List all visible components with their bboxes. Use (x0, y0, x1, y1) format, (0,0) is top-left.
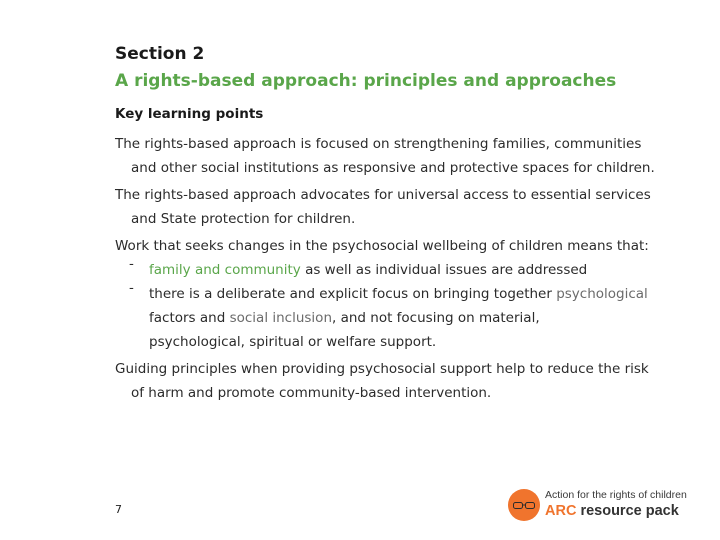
sub-point-2-highlight-1: psychological (556, 286, 648, 302)
point-4-line-1: Guiding principles when providing psychosocial support help to reduce the risk (115, 361, 649, 377)
point-4-line-2: of harm and promote community-based intervention. (131, 385, 492, 401)
point-2-line-2: and State protection for children. (131, 211, 356, 227)
section-title: A rights-based approach: principles and approaches (115, 71, 617, 91)
sub-point-2-highlight-2: social inclusion (229, 310, 332, 326)
sub-point-2-dash: - (129, 280, 134, 296)
logo-arc: ARC (545, 503, 577, 519)
sub-point-2-line-2-pre: factors and (149, 310, 230, 326)
section-label: Section 2 (115, 44, 205, 64)
point-1-line-2: and other social institutions as responsive and protective spaces for children. (131, 160, 655, 176)
logo-face-icon (513, 502, 535, 509)
page-number: 7 (115, 503, 122, 516)
point-3-line-1: Work that seeks changes in the psychosocial wellbeing of children means that: (115, 238, 649, 254)
sub-point-2-line-3: psychological, spiritual or welfare support. (149, 334, 437, 350)
key-learning-points-heading: Key learning points (115, 106, 264, 122)
sub-point-2-pre: there is a deliberate and explicit focus on bringing together (149, 286, 557, 302)
sub-point-1 (149, 258, 587, 282)
logo-tagline: Action for the rights of children (545, 489, 687, 501)
sub-point-1-rest: as well as individual issues are addressed (300, 262, 588, 278)
point-1-line-1: The rights-based approach is focused on strengthening families, communities (115, 136, 642, 152)
logo-name-rest: resource pack (576, 503, 679, 519)
logo-name (545, 503, 679, 519)
arc-logo (508, 489, 708, 525)
sub-point-2-line-2 (149, 306, 540, 330)
sub-point-1-highlight: family and community (149, 262, 301, 278)
sub-point-2-line-2-post: , and not focusing on material, (332, 310, 540, 326)
sub-point-1-dash: - (129, 256, 134, 272)
sub-point-2-line-1 (149, 282, 648, 306)
point-2-line-1: The rights-based approach advocates for universal access to essential services (115, 187, 651, 203)
arc-logo-icon (508, 489, 540, 521)
